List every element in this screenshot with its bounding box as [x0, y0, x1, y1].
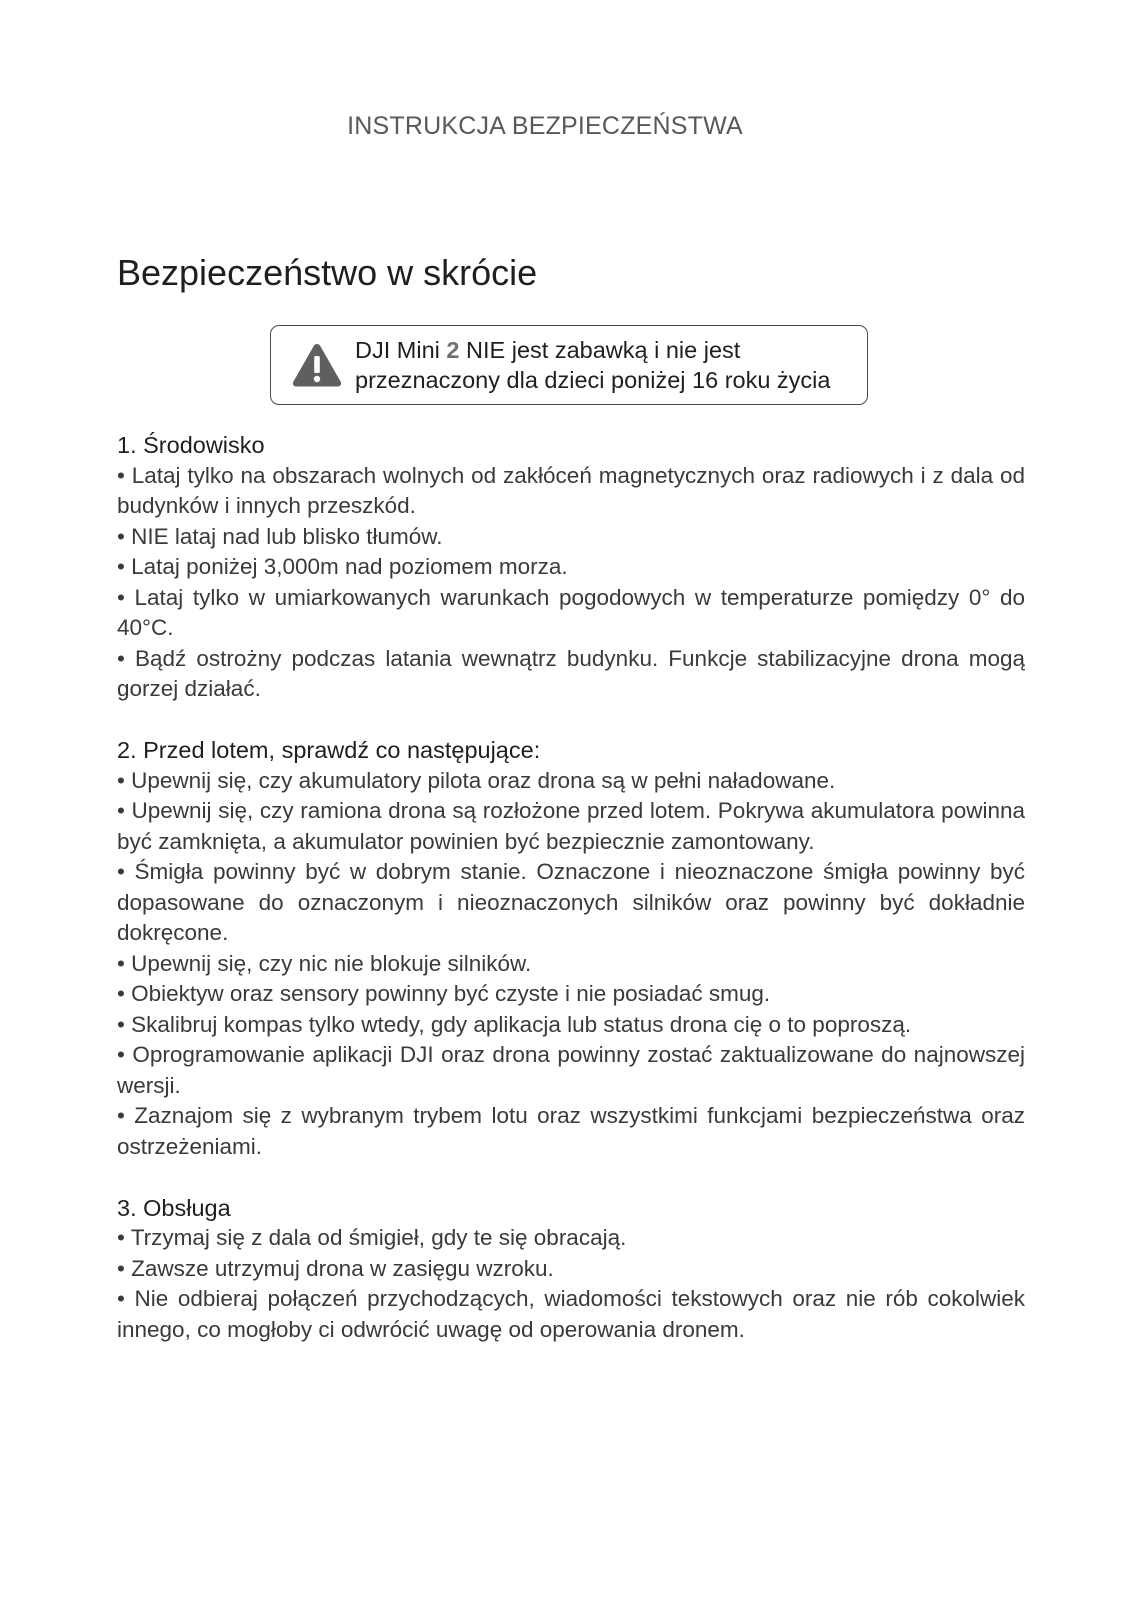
list-item: • Trzymaj się z dala od śmigieł, gdy te się obracają.	[117, 1225, 627, 1250]
list-item: • Lataj poniżej 3,000m nad poziomem morza.	[117, 554, 568, 579]
warning-box	[270, 325, 868, 405]
list-item: • Lataj tylko w umiarkowanych warunkach pogodowych w temperaturze pomiędzy 0° do 40°C.	[117, 584, 1025, 640]
list-item: • Nie odbieraj połączeń przychodzących, wiadomości tekstowych oraz nie rób cokolwiek innego, co mogłoby ci odwrócić uwagę od operowania dronem.	[117, 1286, 1025, 1342]
list-item: • Oprogramowanie aplikacji DJI oraz drona powinny zostać zaktualizowane do najnowszej wersji.	[117, 1042, 1025, 1098]
list-item: • Skalibruj kompas tylko wtedy, gdy aplikacja lub status drona cię o to poproszą.	[117, 1011, 912, 1037]
warning-text	[355, 335, 830, 395]
list-item: • Upewnij się, czy akumulatory pilota oraz drona są w pełni naładowane.	[117, 767, 836, 793]
list-item: • Zaznajom się z wybranym trybem lotu oraz wszystkimi funkcjami bezpieczeństwa oraz ostrzeżeniami.	[117, 1103, 1025, 1159]
section-environment	[117, 430, 1025, 705]
section-heading: 3. Obsługa	[117, 1194, 231, 1221]
section-heading: 1. Środowisko	[117, 432, 265, 458]
section-operation	[117, 1193, 1025, 1346]
warning-triangle-icon	[291, 341, 343, 389]
list-item: • Lataj tylko na obszarach wolnych od zakłóceń magnetycznych oraz radiowych i z dala od budynków i innych przeszkód.	[117, 462, 1025, 518]
list-item: • Upewnij się, czy nic nie blokuje silników.	[117, 950, 532, 976]
list-item: • Bądź ostrożny podczas latania wewnątrz budynku. Funkcje stabilizacyjne drona mogą gorzej działać.	[117, 645, 1025, 701]
safety-content	[117, 430, 1025, 1376]
warning-line-2: przeznaczony dla dzieci poniżej 16 roku życia	[355, 367, 831, 393]
warning-model-number: 2	[446, 337, 460, 363]
document-header-title: INSTRUKCJA BEZPIECZEŃSTWA	[347, 112, 743, 140]
section-preflight-check	[117, 735, 1025, 1162]
list-item: • NIE lataj nad lub blisko tłumów.	[117, 523, 443, 549]
warning-line-1-prefix: DJI Mini	[355, 337, 447, 363]
list-item: • Obiektyw oraz sensory powinny być czyste i nie posiadać smug.	[117, 981, 771, 1006]
list-item: • Śmigła powinny być w dobrym stanie. Oznaczone i nieoznaczone śmigła powinny być dopasowane do oznaczonym i nieoznaczonych silników oraz powinny być dokładnie dokręcone.	[117, 859, 1025, 945]
page-title: Bezpieczeństwo w skrócie	[117, 252, 538, 293]
list-item: • Upewnij się, czy ramiona drona są rozłożone przed lotem. Pokrywa akumulatora powinna być zamknięta, a akumulator powinien być bezpiecznie zamontowany.	[117, 798, 1025, 854]
warning-line-1-suffix: NIE jest zabawką i nie jest	[459, 337, 741, 363]
section-heading: 2. Przed lotem, sprawdź co następujące:	[117, 737, 541, 763]
warning-line-1	[355, 335, 830, 365]
list-item: • Zawsze utrzymuj drona w zasięgu wzroku.	[117, 1255, 554, 1281]
